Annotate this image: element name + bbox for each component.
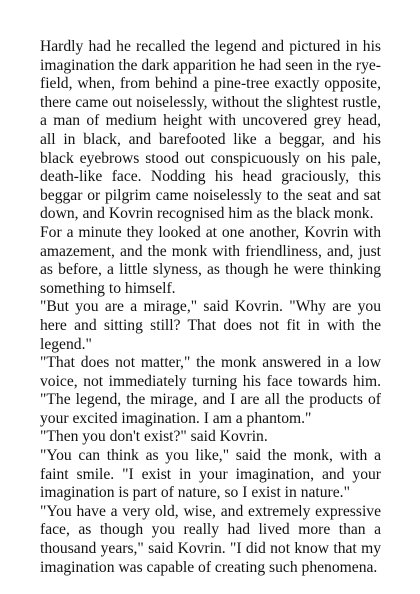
paragraph: "You can think as you like," said the monk, with a faint smile. "I exist in your imagination, and your imagination is part of nature, so I exist in nature." bbox=[40, 447, 381, 502]
paragraph: "But you are a mirage," said Kovrin. "Why are you here and sitting still? That does not fit in with the legend." bbox=[40, 298, 381, 353]
paragraph: "That does not matter," the monk answered in a low voice, not immediately turning his face towards him. "The legend, the mirage, and I are all the products of your excited imagination. I am a phantom." bbox=[40, 354, 381, 427]
paragraph: "You have a very old, wise, and extremely expressive face, as though you really had lived more than a thousand years," said Kovrin. "I did not know that my imagination was capable of creating such phenomena. bbox=[40, 502, 381, 576]
paragraph: Hardly had he recalled the legend and pictured in his imagination the dark apparition he had seen in the rye-field, when, from behind a pine-tree exactly opposite, there came out noiselessly, without the slightest rustle, a man of medium height with uncovered grey head, all in black, and barefooted like a beggar, and his black eyebrows stood out conspicuously on his pale, death-like face. Nodding his head graciously, this beggar or pilgrim came noiselessly to the seat and sat down, and Kovrin recognised him as the black monk. bbox=[40, 38, 381, 223]
paragraph: "Then you don't exist?" said Kovrin. bbox=[40, 428, 268, 446]
paragraph: For a minute they looked at one another, Kovrin with amazement, and the monk with friendliness, and, just as before, a little slyness, as though he were thinking something to himself. bbox=[40, 223, 381, 297]
document-page bbox=[40, 38, 381, 577]
